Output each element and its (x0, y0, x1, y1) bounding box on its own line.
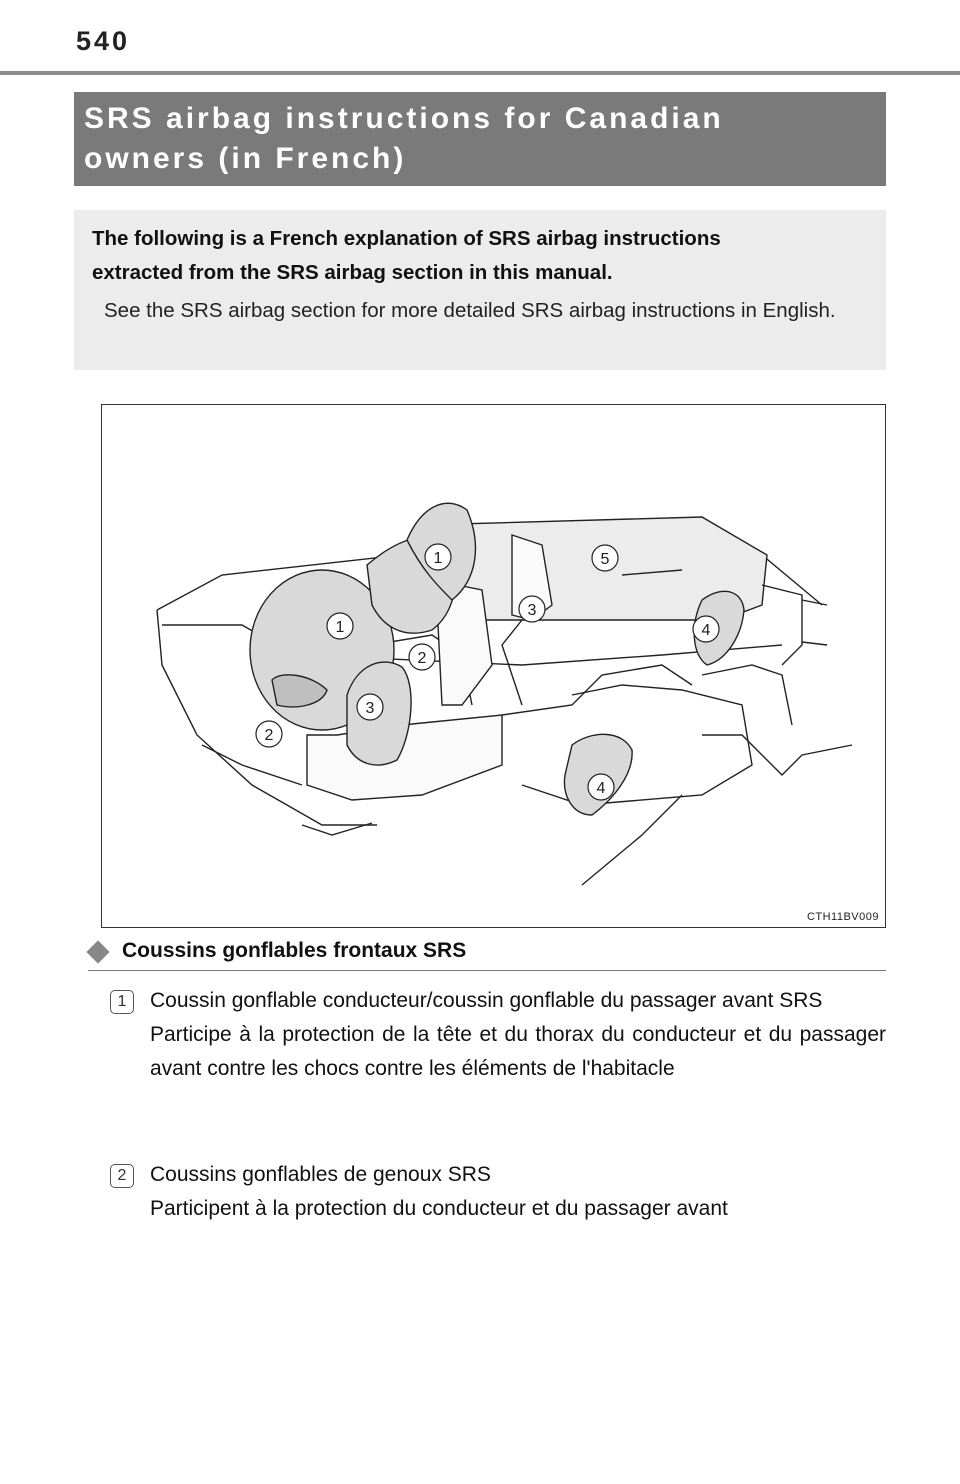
callout-5 (592, 545, 618, 571)
intro-normal-text: See the SRS airbag section for more detailed SRS airbag instructions in English. (104, 299, 836, 322)
svg-text:4: 4 (701, 622, 711, 639)
item-description: Participent à la protection du conducteur et du passager avant (150, 1197, 728, 1220)
svg-text:1: 1 (433, 550, 443, 567)
callout-1b (425, 544, 451, 570)
item-number: 2 (110, 1164, 134, 1188)
section-title-line-2: owners (in French) (84, 142, 407, 175)
callout-1a (327, 613, 353, 639)
subsection-heading (88, 937, 886, 971)
svg-text:2: 2 (417, 650, 427, 667)
svg-text:4: 4 (596, 780, 606, 797)
callout-2a (409, 644, 435, 670)
section-title (74, 92, 886, 186)
svg-text:3: 3 (365, 700, 375, 717)
page-number: 540 (76, 26, 131, 56)
list-item (110, 1158, 886, 1226)
item-title: Coussin gonflable conducteur/coussin gonflable du passager avant SRS (150, 989, 823, 1012)
svg-text:3: 3 (527, 602, 537, 619)
svg-text:1: 1 (335, 619, 345, 636)
callout-2b (256, 721, 282, 747)
callout-3b (519, 596, 545, 622)
figure-code: CTH11BV009 (806, 911, 879, 923)
airbag-illustration (101, 404, 886, 928)
intro-box (74, 210, 886, 370)
subsection-title: Coussins gonflables frontaux SRS (122, 939, 467, 962)
item-description: Participe à la protection de la tête et du thorax du conducteur et du passager avant contre les chocs contre les éléments de l'habitacle (150, 1023, 886, 1080)
item-number: 1 (110, 990, 134, 1014)
section-title-line-1: SRS airbag instructions for Canadian (84, 102, 724, 135)
callout-4b (588, 774, 614, 800)
list-item (110, 984, 886, 1086)
svg-text:2: 2 (264, 727, 274, 744)
svg-text:5: 5 (600, 551, 610, 568)
intro-bold-line-1: The following is a French explanation of SRS airbag instructions (92, 227, 721, 250)
top-rule (0, 71, 960, 75)
intro-bold-line-2: extracted from the SRS airbag section in this manual. (92, 261, 613, 284)
callout-4a (693, 616, 719, 642)
callout-3a (357, 694, 383, 720)
airbag-diagram (102, 405, 886, 928)
item-title: Coussins gonflables de genoux SRS (150, 1163, 491, 1186)
diamond-bullet-icon (86, 940, 109, 963)
